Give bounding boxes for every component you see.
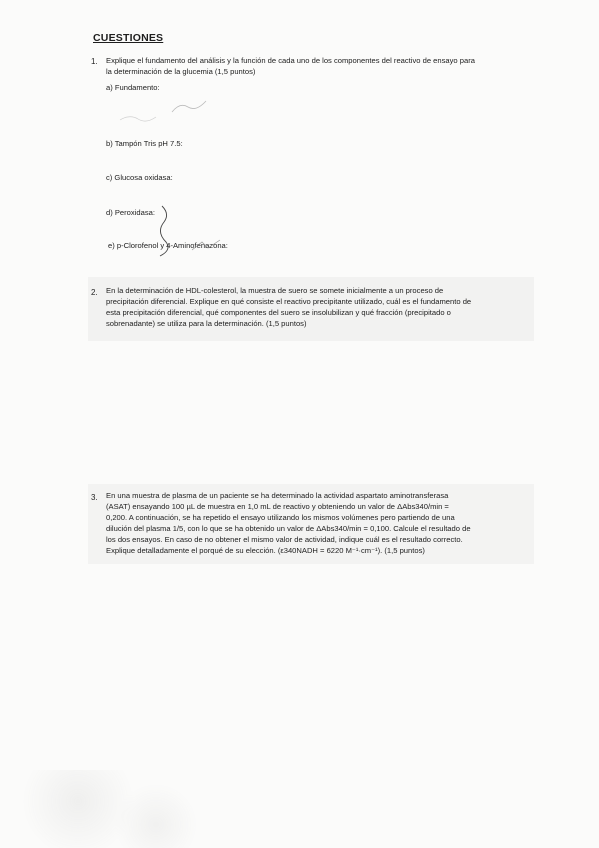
question-2-text xyxy=(106,285,471,329)
question-3-line: dilución del plasma 1/5, con lo que se ha obtenido un valor de ΔAbs340/min = 0,100. Calcule el resultado de xyxy=(106,524,471,533)
question-1-item-a: a) Fundamento: xyxy=(106,83,160,92)
question-3-line: (ASAT) ensayando 100 µL de muestra en 1,0 mL de reactivo y obteniendo un valor de ΔAbs340/min = xyxy=(106,502,449,511)
pencil-scribble-icon xyxy=(118,112,158,124)
question-1-line: Explique el fundamento del análisis y la función de cada uno de los componentes del reactivo de ensayo para xyxy=(106,56,475,65)
question-1-item-d: d) Peroxidasa: xyxy=(106,208,155,217)
question-3-line: los dos ensayos. En caso de no obtener el mismo valor de actividad, indique cuál es el resultado correcto. xyxy=(106,535,463,544)
question-2-number: 2. xyxy=(91,288,98,297)
question-2-line: esta precipitación diferencial, qué componentes del suero se insolubilizan y qué fracción (precipitado o xyxy=(106,308,451,317)
question-2-line: En la determinación de HDL-colesterol, la muestra de suero se somete inicialmente a un proceso de xyxy=(106,286,444,295)
scan-noise xyxy=(0,770,260,848)
question-1-text xyxy=(106,55,475,77)
question-1-item-b: b) Tampón Tris pH 7.5: xyxy=(106,139,183,148)
question-1-item-e: e) p-Clorofenol y 4-Aminofenazona: xyxy=(108,241,228,250)
question-3-number: 3. xyxy=(91,493,98,502)
question-2-line: precipitación diferencial. Explique en qué consiste el reactivo precipitante utilizado, cuál es el fundamento de xyxy=(106,297,472,306)
question-2-line: sobrenadante) se utiliza para la determinación. (1,5 puntos) xyxy=(106,319,307,328)
question-1-number: 1. xyxy=(91,57,98,66)
question-3-line: 0,200. A continuación, se ha repetido el ensayo utilizando los mismos volúmenes pero partiendo de una xyxy=(106,513,455,522)
question-3-line: En una muestra de plasma de un paciente se ha determinado la actividad aspartato aminotransferasa xyxy=(106,491,449,500)
page-heading: CUESTIONES xyxy=(93,32,164,44)
question-1-line: la determinación de la glucemia (1,5 puntos) xyxy=(106,67,256,76)
question-1-item-c: c) Glucosa oxidasa: xyxy=(106,173,173,182)
pencil-scribble-icon xyxy=(170,98,210,116)
question-3-line: Explique detalladamente el porqué de su elección. (ε340NADH = 6220 M⁻¹·cm⁻¹). (1,5 puntos) xyxy=(106,546,425,555)
question-3-text xyxy=(106,490,471,556)
